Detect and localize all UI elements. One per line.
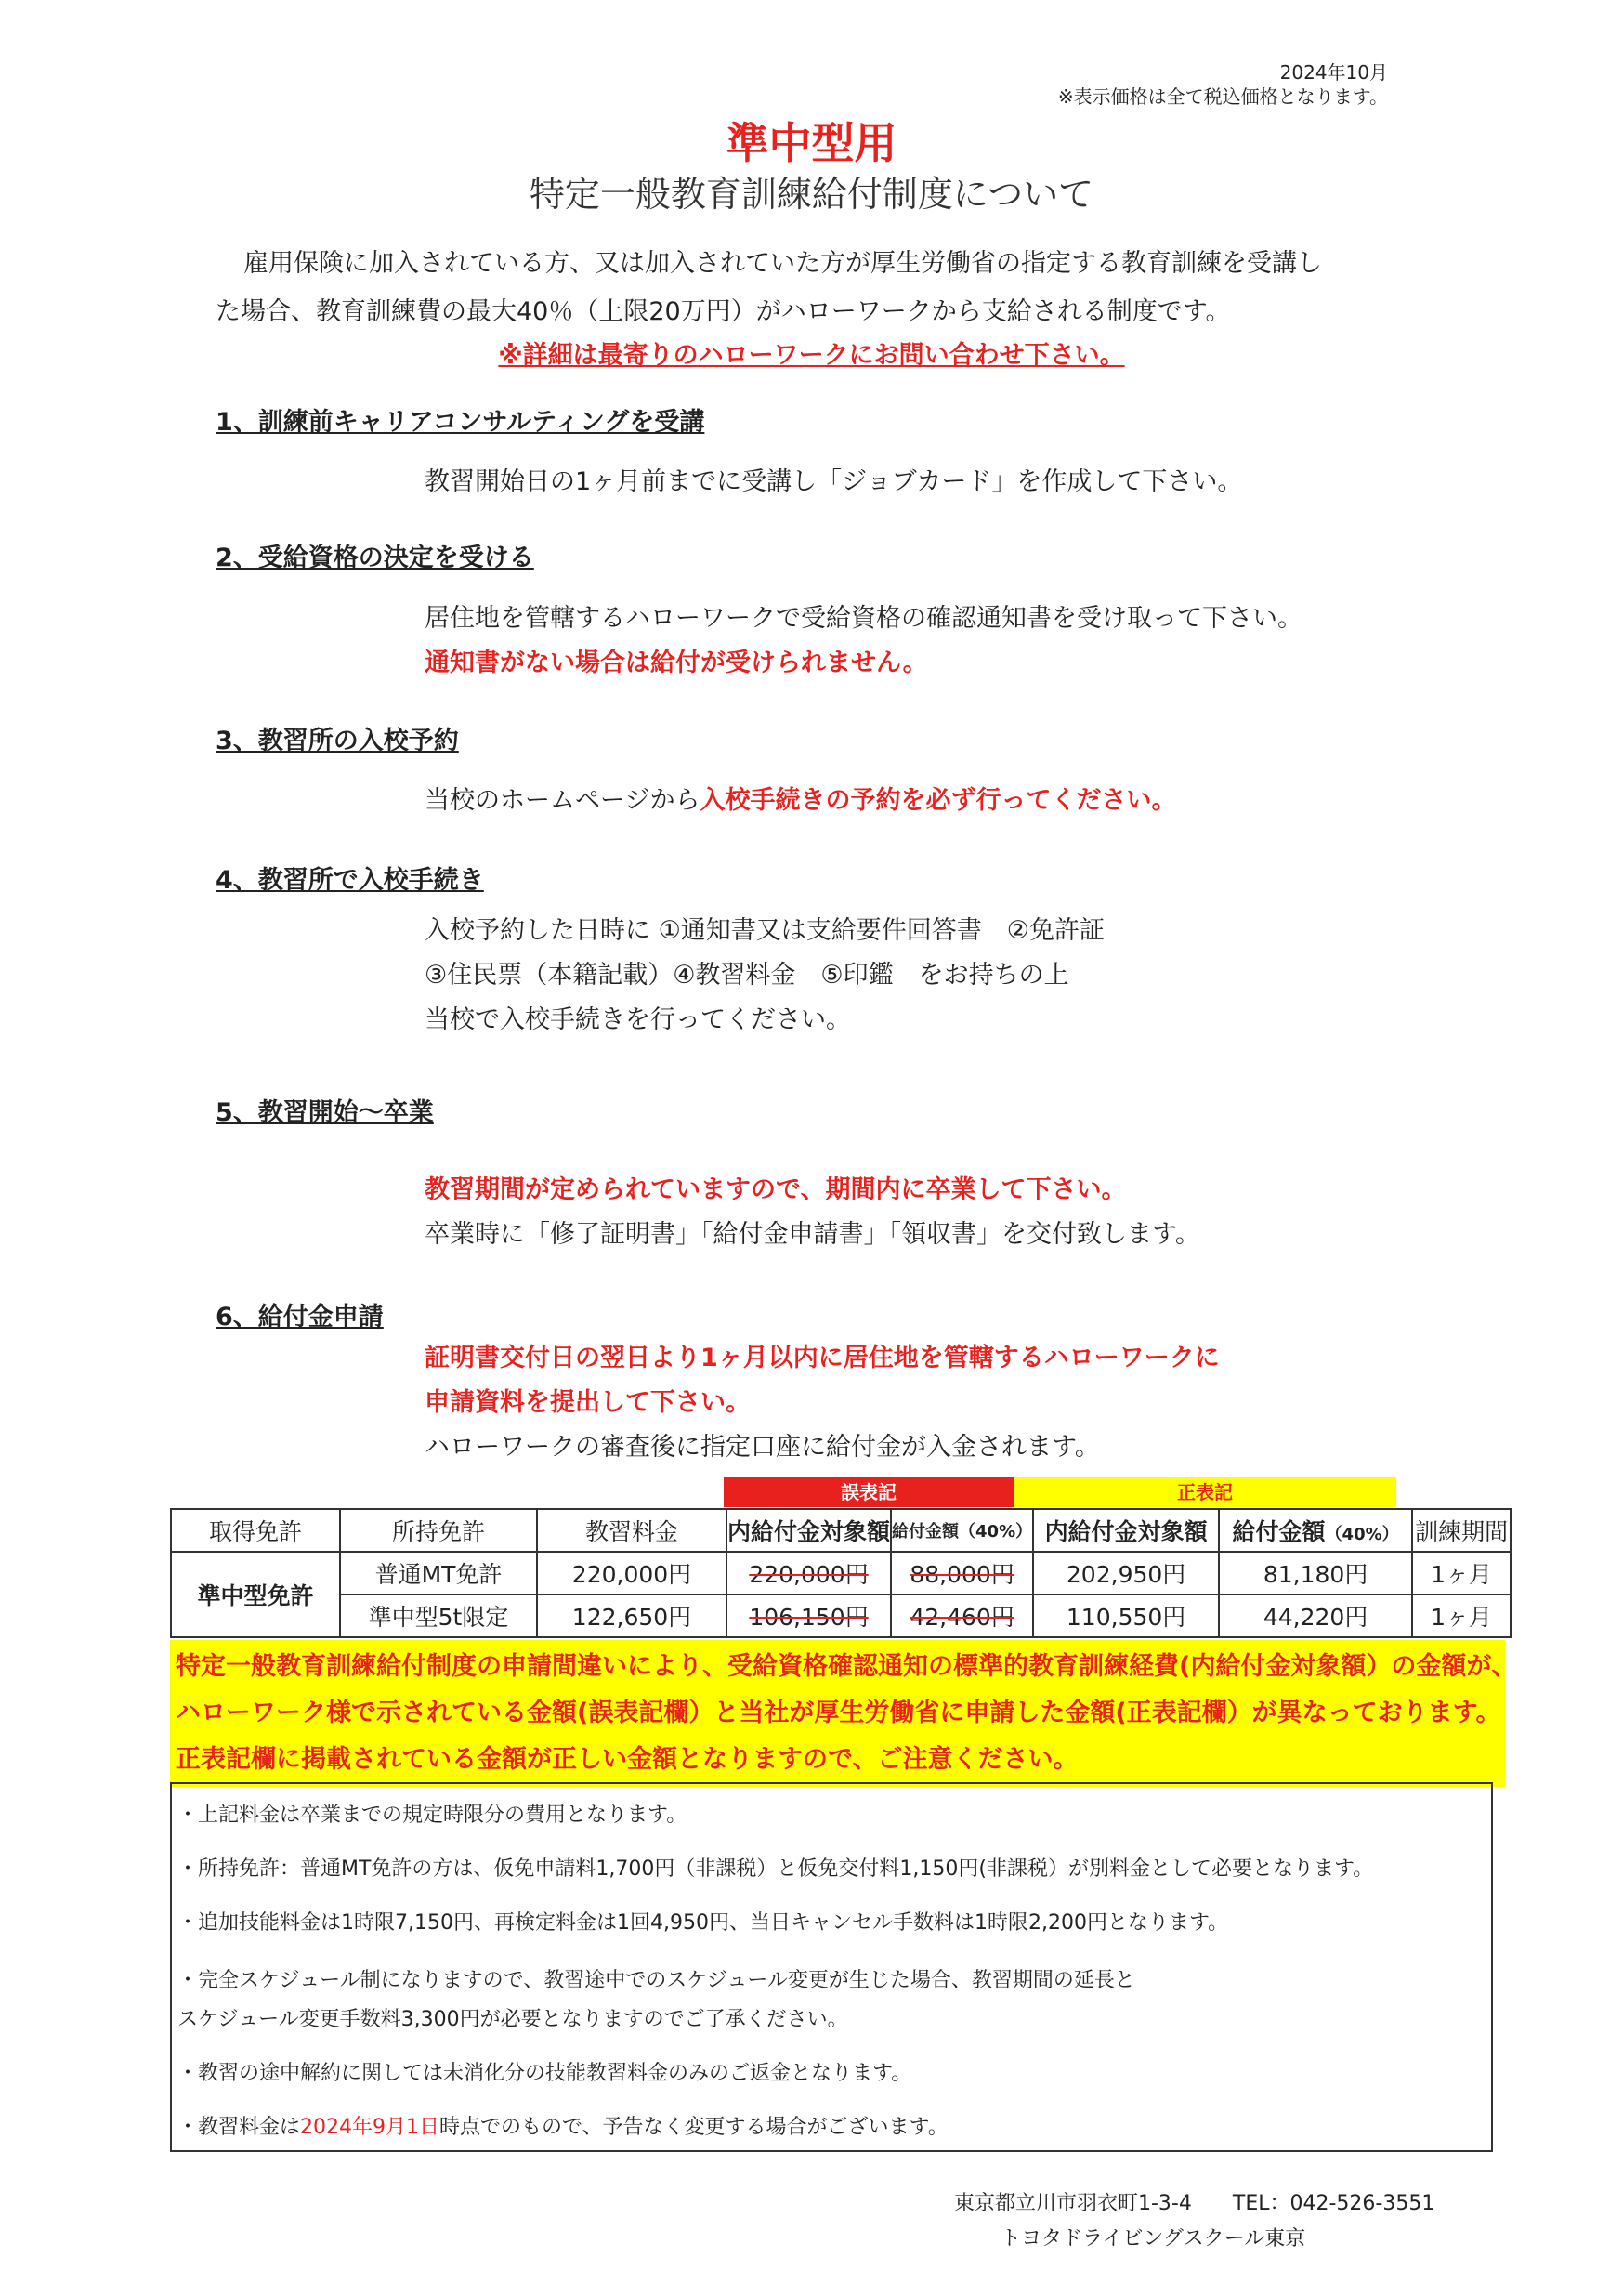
wrong-target: 220,000円 bbox=[726, 1552, 891, 1594]
section-6-warning-2: 申請資料を提出して下さい。 bbox=[425, 1388, 751, 1417]
issue-date: 2024年10月 bbox=[1279, 61, 1388, 84]
fee: 122,650円 bbox=[537, 1594, 726, 1637]
notes-box bbox=[170, 1782, 1493, 2152]
section-2-body bbox=[425, 597, 1302, 686]
section-5-line-2: 卒業時に「修了証明書」「給付金申請書」「領収書」を交付致します。 bbox=[425, 1220, 1200, 1249]
header-benefit-label: 給付金額 bbox=[1232, 1518, 1326, 1545]
benefit: 81,180円 bbox=[1219, 1552, 1412, 1594]
fee: 220,000円 bbox=[537, 1552, 726, 1594]
section-5-warning: 教習期間が定められていますので、期間内に卒業して下さい。 bbox=[425, 1175, 1127, 1204]
section-6-body bbox=[425, 1336, 1220, 1470]
document-date bbox=[1058, 60, 1388, 109]
wrong-target: 106,150円 bbox=[726, 1594, 891, 1637]
section-4-line-3: 当校で入校手続きを行ってください。 bbox=[425, 1005, 851, 1034]
intro-line-2: た場合、教育訓練費の最大40％（上限20万円）がハローワークから支給される制度です。 bbox=[216, 297, 1231, 326]
section-6-warning-1: 証明書交付日の翌日より1ヶ月以内に居住地を管轄するハローワークに bbox=[425, 1344, 1220, 1372]
header-period: 訓練期間 bbox=[1412, 1509, 1511, 1552]
section-4-line-1: 入校予約した日時に ①通知書又は支給要件回答書 ②免許証 bbox=[425, 916, 1105, 945]
note-3: ・追加技能料金は1時限7,150円、再検定料金は1回4,950円、当日キャンセル手数料は1時限2,200円となります。 bbox=[177, 1911, 1229, 1935]
note-6 bbox=[177, 2111, 949, 2140]
section-2-warning: 通知書がない場合は給付が受けられません。 bbox=[425, 649, 928, 677]
header-benefit bbox=[1219, 1509, 1412, 1552]
section-6-title: 6、給付金申請 bbox=[216, 1303, 384, 1332]
table-row bbox=[171, 1552, 1511, 1594]
tax-note: ※表示価格は全て税込価格となります。 bbox=[1057, 85, 1388, 108]
intro-paragraph bbox=[216, 240, 1414, 336]
page-title: 準中型用 bbox=[726, 118, 897, 168]
contact-notice: ※詳細は最寄りのハローワークにお問い合わせ下さい。 bbox=[498, 341, 1125, 370]
held-license: 準中型5t限定 bbox=[340, 1594, 537, 1637]
note-4b: スケジュール変更手数料3,300円が必要となりますのでご了承ください。 bbox=[177, 2008, 848, 2031]
warning-line-1: 特定一般教育訓練給付制度の申請間違いにより、受給資格確認通知の標準的教育訓練経費(内給付金対象額）の金額が、 bbox=[176, 1652, 1517, 1681]
header-benefit-rate: （40%） bbox=[1325, 1525, 1399, 1544]
footer bbox=[954, 2186, 1474, 2257]
header-held-license: 所持免許 bbox=[340, 1509, 537, 1552]
note-1: ・上記料金は卒業までの規定時限分の費用となります。 bbox=[177, 1804, 687, 1827]
fee-table bbox=[170, 1508, 1512, 1638]
section-3-text: 当校のホームページから bbox=[425, 786, 700, 815]
wrong-label: 誤表記 bbox=[724, 1477, 1014, 1507]
table-row bbox=[171, 1594, 1511, 1637]
note-6-date: 2024年9月1日 bbox=[300, 2116, 439, 2139]
note-6-suffix: 時点でのもので、予告なく変更する場合がございます。 bbox=[439, 2116, 949, 2139]
header-wrong-benefit: 給付金額（40%） bbox=[891, 1509, 1033, 1552]
license-category: 準中型免許 bbox=[171, 1552, 340, 1637]
section-5-title: 5、教習開始～卒業 bbox=[216, 1098, 434, 1127]
note-2: ・所持免許：普通MT免許の方は、仮免申請料1,700円（非課税）と仮免交付料1,150円(非課税）が別料金として必要となります。 bbox=[177, 1857, 1374, 1881]
period: 1ヶ月 bbox=[1412, 1594, 1511, 1637]
wrong-benefit: 42,460円 bbox=[891, 1594, 1033, 1637]
held-license: 普通MT免許 bbox=[340, 1552, 537, 1594]
intro-line-1: 雇用保険に加入されている方、又は加入されていた方が厚生労働省の指定する教育訓練を受講し bbox=[243, 249, 1322, 278]
section-3-title: 3、教習所の入校予約 bbox=[216, 727, 459, 755]
wrong-benefit: 88,000円 bbox=[891, 1552, 1033, 1594]
period: 1ヶ月 bbox=[1412, 1552, 1511, 1594]
footer-address: 東京都立川市羽衣町1-3-4 bbox=[954, 2192, 1192, 2215]
target: 202,950円 bbox=[1033, 1552, 1219, 1594]
section-5-body bbox=[425, 1168, 1200, 1257]
warning-line-3: 正表記欄に掲載されている金額が正しい金額となりますので、ご注意ください。 bbox=[176, 1745, 1079, 1774]
section-1-line: 教習開始日の1ヶ月前までに受講し「ジョブカード」を作成して下さい。 bbox=[425, 467, 1243, 496]
section-6-line-3: ハローワークの審査後に指定口座に給付金が入金されます。 bbox=[425, 1433, 1100, 1462]
header-license: 取得免許 bbox=[171, 1509, 340, 1552]
section-3-body bbox=[425, 779, 1176, 823]
benefit: 44,220円 bbox=[1219, 1594, 1412, 1637]
page-subtitle: 特定一般教育訓練給付制度について bbox=[529, 174, 1094, 215]
note-6-prefix: ・教習料金は bbox=[177, 2116, 301, 2139]
note-4a: ・完全スケジュール制になりますので、教習途中でのスケジュール変更が生じた場合、教習期間の延長と bbox=[177, 1969, 1135, 1992]
correction-warning bbox=[170, 1640, 1517, 1787]
section-2-title: 2、受給資格の決定を受ける bbox=[216, 544, 534, 572]
header-wrong-target: 内給付金対象額 bbox=[726, 1509, 891, 1552]
section-4-line-2: ③住民票（本籍記載）④教習料金 ⑤印鑑 をお持ちの上 bbox=[425, 961, 1069, 990]
section-3-emphasis: 入校手続きの予約を必ず行ってください。 bbox=[700, 786, 1177, 815]
section-4-title: 4、教習所で入校手続き bbox=[216, 866, 484, 895]
header-fee: 教習料金 bbox=[537, 1509, 726, 1552]
section-1-title: 1、訓練前キャリアコンサルティングを受講 bbox=[216, 408, 705, 437]
header-target: 内給付金対象額 bbox=[1033, 1509, 1219, 1552]
table-header-row bbox=[171, 1509, 1511, 1552]
footer-tel: TEL：042-526-3551 bbox=[1232, 2192, 1435, 2215]
section-1-body bbox=[425, 460, 1242, 505]
note-5: ・教習の途中解約に関しては未消化分の技能教習料金のみのご返金となります。 bbox=[177, 2062, 912, 2085]
target: 110,550円 bbox=[1033, 1594, 1219, 1637]
correct-label: 正表記 bbox=[1014, 1477, 1396, 1507]
section-4-body bbox=[425, 909, 1105, 1043]
section-2-line-1: 居住地を管轄するハローワークで受給資格の確認通知書を受け取って下さい。 bbox=[425, 604, 1302, 633]
footer-school: トヨタドライビングスクール東京 bbox=[1001, 2227, 1306, 2250]
warning-line-2: ハローワーク様で示されている金額(誤表記欄）と当社が厚生労働省に申請した金額(正表記欄）が異なっております。 bbox=[176, 1699, 1501, 1727]
